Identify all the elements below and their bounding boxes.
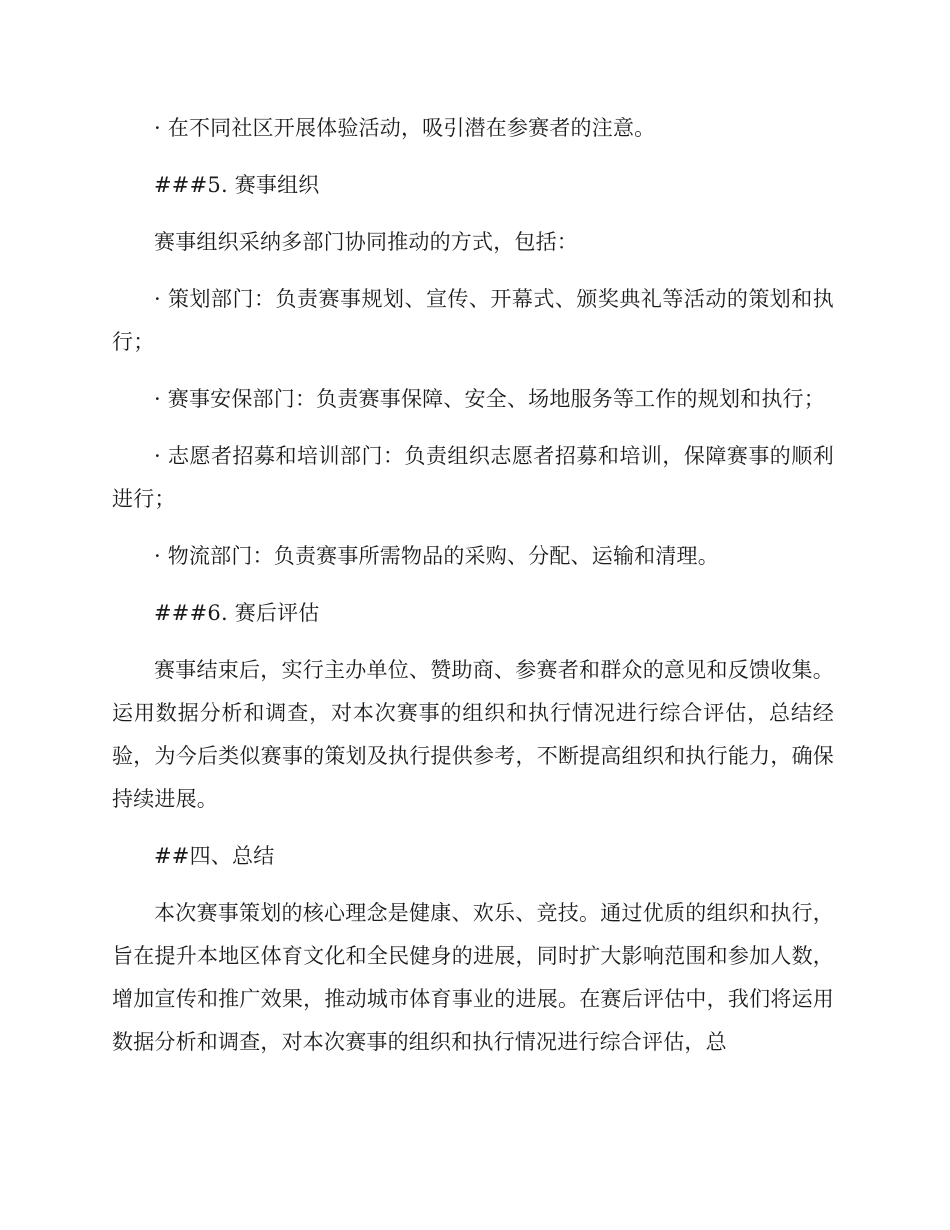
paragraph-organization-intro: 赛事组织采纳多部门协同推动的方式，包括： (154, 230, 578, 254)
paragraph-summary: 本次赛事策划的核心理念是健康、欢乐、竞技。通过优质的组织和执行，旨在提升本地区体育文化和全民健身的进展，同时扩大影响范围和参加人数，增加宣传和推广效果，推动城市体育事业的进展。在赛后评估中，我们将运用数据分析和调查，对本次赛事的组织和执行情况进行综合评估，总 (112, 901, 834, 1054)
bullet-security-department: · 赛事安保部门：负责赛事保障、安全、场地服务等工作的规划和执行； (154, 387, 825, 411)
document-body (112, 107, 834, 1078)
bullet-community-activities: · 在不同社区开展体验活动，吸引潜在参赛者的注意。 (154, 116, 656, 140)
paragraph-post-event-evaluation: 赛事结束后，实行主办单位、赞助商、参赛者和群众的意见和反馈收集。运用数据分析和调查，对本次赛事的组织和执行情况进行综合评估，总结经验，为今后类似赛事的策划及执行提供参考，不断提高组织和执行能力，确保持续进展。 (112, 658, 834, 811)
bullet-planning-department: · 策划部门：负责赛事规划、宣传、开幕式、颁奖典礼等活动的策划和执行； (112, 287, 834, 354)
bullet-volunteer-department: · 志愿者招募和培训部门：负责组织志愿者招募和培训，保障赛事的顺利进行； (112, 444, 834, 511)
bullet-logistics-department: · 物流部门：负责赛事所需物品的采购、分配、运输和清理。 (154, 544, 719, 568)
section-heading-post-event-evaluation: ###6. 赛后评估 (154, 601, 320, 625)
section-heading-summary: ##四、总结 (154, 844, 275, 868)
section-heading-event-organization: ###5. 赛事组织 (154, 173, 320, 197)
